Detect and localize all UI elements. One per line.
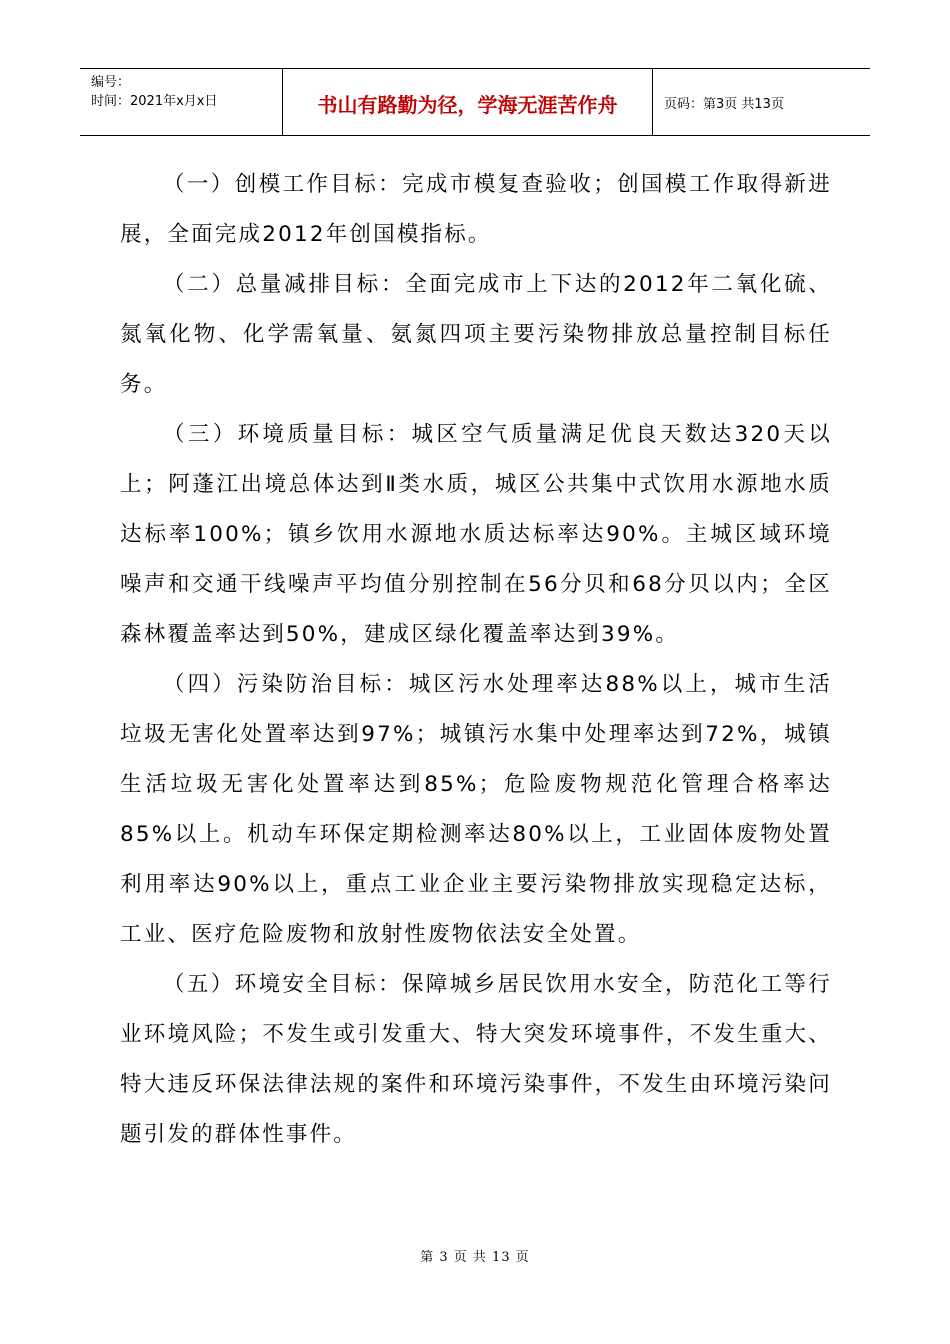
document-body xyxy=(120,160,832,1160)
document-number-label: 编号： xyxy=(91,75,131,90)
page-footer: 第 3 页 共 13 页 xyxy=(420,1250,530,1265)
page-header xyxy=(80,68,870,136)
paragraph-goal-4: （四）污染防治目标：城区污水处理率达88%以上，城市生活垃圾无害化处置率达到97%；城镇污水集中处理率达到72%，城镇生活垃圾无害化处置率达到85%；危险废物规范化管理合格率达85%以上。机动车环保定期检测率达80%以上，工业固体废物处置利用率达90%以上，重点工业企业主要污染物排放实现稳定达标，工业、医疗危险废物和放射性废物依法安全处置。 xyxy=(120,672,832,947)
header-motto: 书山有路勤为径，学海无涯苦作舟 xyxy=(283,69,653,135)
paragraph-goal-5: （五）环境安全目标：保障城乡居民饮用水安全，防范化工等行业环境风险；不发生或引发重大、特大突发环境事件，不发生重大、特大违反环保法律法规的案件和环境污染事件，不发生由环境污染问题引发的群体性事件。 xyxy=(120,972,832,1147)
header-meta xyxy=(80,69,283,135)
paragraph-goal-1: （一）创模工作目标：完成市模复查验收；创国模工作取得新进展，全面完成2012年创国模指标。 xyxy=(120,172,832,247)
document-date-label: 时间：2021年x月x日 xyxy=(91,94,218,109)
paragraph-goal-3: （三）环境质量目标：城区空气质量满足优良天数达320天以上；阿蓬江出境总体达到Ⅱ类水质，城区公共集中式饮用水源地水质达标率100%；镇乡饮用水源地水质达标率达90%。主城区域环境噪声和交通干线噪声平均值分别控制在56分贝和68分贝以内；全区森林覆盖率达到50%，建成区绿化覆盖率达到39%。 xyxy=(120,422,832,647)
header-page-label: 页码：第3页 共13页 xyxy=(664,96,784,112)
paragraph-goal-2: （二）总量减排目标：全面完成市上下达的2012年二氧化硫、氮氧化物、化学需氧量、氨氮四项主要污染物排放总量控制目标任务。 xyxy=(120,272,832,397)
